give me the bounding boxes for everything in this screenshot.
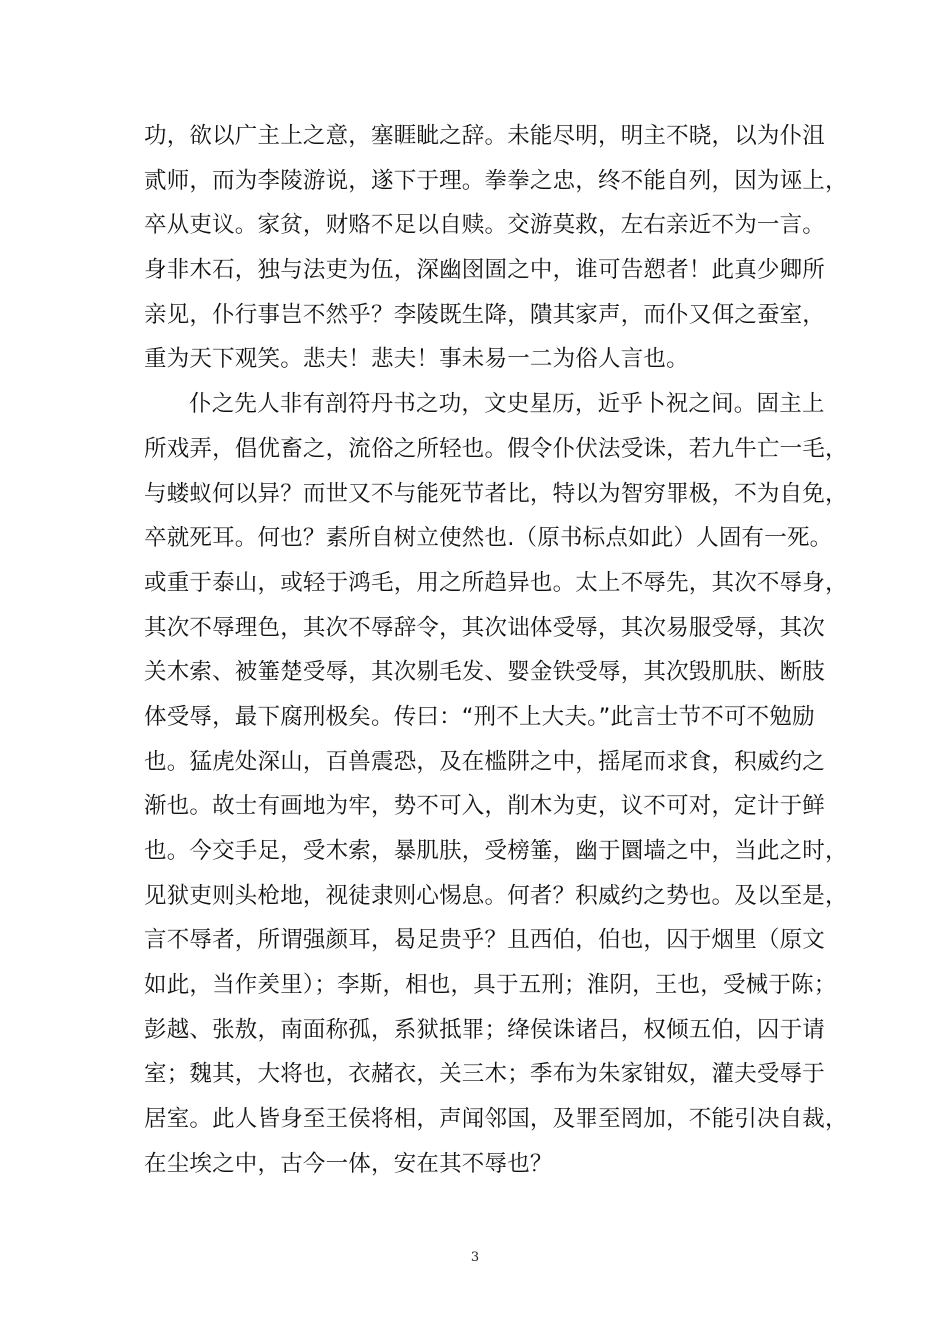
- text-line: 与蝼蚁何以异？而世又不与能死节者比，特以为智穷罪极，不为自免，: [144, 480, 848, 507]
- text-line: 居室。此人皆身至王侯将相，声闻邻国，及罪至罔加，不能引决自裁，: [144, 1106, 848, 1133]
- text-line: 亲见，仆行事岂不然乎？李陵既生降，隤其家声，而仆又佴之蚕室，: [144, 301, 826, 328]
- text-line: 见狱吏则头枪地，视徒隶则心惕息。何者？积威约之势也。及以至是，: [144, 882, 848, 909]
- text-line: 卒从吏议。家贫，财赂不足以自赎。交游莫救，左右亲近不为一言。: [144, 212, 826, 239]
- text-line: 也。今交手足，受木索，暴肌肤，受榜箠，幽于圜墙之中，当此之时，: [144, 838, 848, 864]
- text-line: 体受辱，最下腐刑极矣。传曰：“刑不上大夫。”此言士节不可不勉励: [144, 703, 815, 730]
- text-line: 言不辱者，所谓强颜耳，曷足贵乎？且西伯，伯也，囚于烟里（原文: [144, 927, 826, 954]
- text-line: 渐也。故士有画地为牢，势不可入，削木为吏，议不可对，定计于鲜: [144, 793, 826, 820]
- text-line: 卒就死耳。何也？素所自树立使然也.（原书标点如此）人固有一死。: [144, 525, 833, 552]
- text-line: 身非木石，独与法吏为伍，深幽囹圄之中，谁可告愬者！此真少卿所: [144, 257, 826, 284]
- text-line: 贰师，而为李陵游说，遂下于理。拳拳之忠，终不能自列，因为诬上，: [144, 167, 848, 194]
- text-line: 或重于泰山，或轻于鸿毛，用之所趋异也。太上不辱先，其次不辱身，: [144, 569, 848, 596]
- body-text: [144, 114, 848, 1187]
- text-line: 重为天下观笑。悲夫！悲夫！事未易一二为俗人言也。: [144, 346, 689, 373]
- text-line: 所戏弄，倡优畜之，流俗之所轻也。假令仆伏法受诛，若九牛亡一毛，: [144, 435, 848, 462]
- text-line: 关木索、被箠楚受辱，其次剔毛发、婴金铁受辱，其次毁肌肤、断肢: [144, 659, 826, 686]
- text-line: 其次不辱理色，其次不辱辞令，其次诎体受辱，其次易服受辱，其次: [144, 614, 826, 641]
- page-number: 3: [470, 1250, 480, 1265]
- text-line: 在尘埃之中，古今一体，安在其不辱也？: [144, 1150, 553, 1177]
- text-line: 彭越、张敖，南面称孤，系狱抵罪；绛侯诛诸吕，权倾五伯，囚于请: [144, 1016, 826, 1043]
- text-line: 也。猛虎处深山，百兽震恐，及在槛阱之中，摇尾而求食，积威约之: [144, 748, 826, 775]
- text-line: 室；魏其，大将也，衣赭衣，关三木；季布为朱家钳奴，灌夫受辱于: [144, 1061, 826, 1088]
- text-line: 如此，当作羑里）；李斯，相也，具于五刑；淮阴，王也，受械于陈；: [144, 972, 837, 999]
- text-line: 功，欲以广主上之意，塞睚眦之辞。未能尽明，明主不晓，以为仆沮: [144, 123, 826, 149]
- text-line: 仆之先人非有剖符丹书之功，文史星历，近乎卜祝之间。固主上: [189, 391, 825, 418]
